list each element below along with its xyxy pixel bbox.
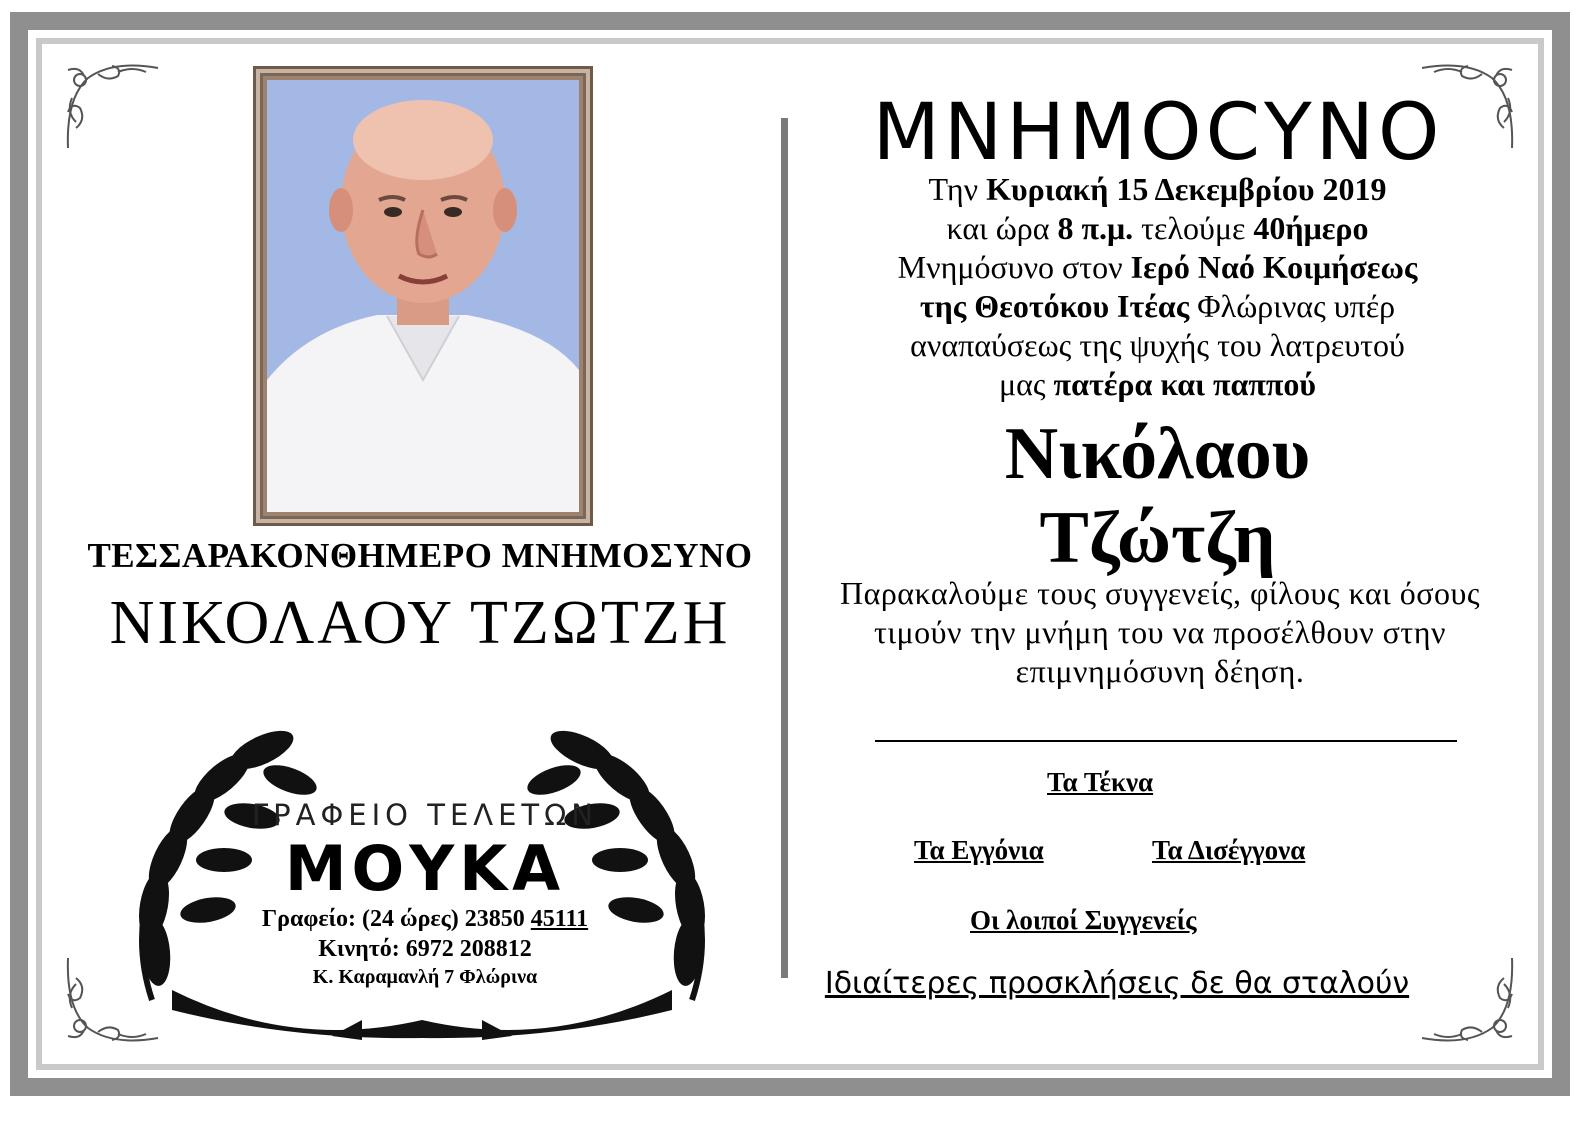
memorial-announcement xyxy=(815,170,1500,404)
memorial-title: ΜΝΗΜΟCΥΝΟ xyxy=(872,88,1444,178)
attendance-request: Παρακαλούμε τους συγγενείς, φίλους και όσους τιμούν την μνήμη του να προσέλθουν στην επιμνημόσυνη δέηση. xyxy=(839,575,1481,689)
separator-line xyxy=(875,740,1457,742)
left-heading: ΤΕΣΣΑΡΑΚΟΝΘΗΜΕΡΟ ΜΝΗΜΟΣΥΝΟ xyxy=(87,536,753,575)
announcement-line-5: αναπαύσεως της ψυχής του λατρευτού xyxy=(910,327,1405,363)
text-span: τελούμε xyxy=(1133,210,1254,246)
text-span: Μνημόσυνο στον xyxy=(897,249,1131,285)
deceased-first-name: Νικόλαου xyxy=(1004,413,1311,495)
text-span: Την xyxy=(928,171,987,207)
church-name-cont: της Θεοτόκου Ιτέας xyxy=(919,288,1190,324)
invitation-note: Ιδιαίτερες προσκλήσεις δε θα σταλούν xyxy=(824,966,1410,1001)
corner-ornament-bottom-right-icon xyxy=(1412,948,1522,1048)
office-address: Κ. Καραμανλή 7 Φλώρινα xyxy=(312,966,538,988)
signature-children: Τα Τέκνα xyxy=(1047,767,1154,797)
funeral-office-block xyxy=(200,798,650,990)
text-span: Φλώρινας υπέρ xyxy=(1189,288,1396,324)
office-name: ΜΟΥΚΑ xyxy=(284,832,566,905)
text-span: και ώρα xyxy=(946,210,1058,246)
office-label: ΓΡΑΦΕΙΟ ΤΕΛΕΤΩΝ xyxy=(252,798,598,832)
office-phone-suffix: 45111 xyxy=(530,906,589,932)
announcement-line-3 xyxy=(815,248,1500,287)
service-time: 8 π.μ. xyxy=(1057,210,1134,246)
announcement-line-1 xyxy=(815,170,1500,209)
vertical-divider xyxy=(781,118,788,978)
office-mobile: Κινητό: 6972 208812 xyxy=(318,936,532,962)
portrait-photo xyxy=(267,80,579,512)
deceased-last-name: Τζώτζη xyxy=(1039,497,1276,579)
church-name: Ιερό Ναό Κοιμήσεως xyxy=(1130,249,1418,285)
deceased-name xyxy=(815,412,1500,580)
announcement-line-2 xyxy=(815,209,1500,248)
announcement-line-6 xyxy=(815,365,1500,404)
signature-great-grandchildren: Τα Δισέγγονα xyxy=(1152,835,1306,865)
service-type: 40ήμερο xyxy=(1253,210,1369,246)
corner-ornament-top-left-icon xyxy=(58,58,168,158)
signature-relatives: Οι λοιποί Συγγενείς xyxy=(970,905,1197,935)
office-phone xyxy=(200,904,650,934)
office-phone-prefix: Γραφείο: (24 ώρες) 23850 xyxy=(261,906,531,932)
relation: πατέρα και παππού xyxy=(1053,366,1317,402)
text-span: μας xyxy=(998,366,1054,402)
service-date: Κυριακή 15 Δεκεμβρίου 2019 xyxy=(986,171,1387,207)
signature-grandchildren: Τα Εγγόνια xyxy=(914,835,1044,865)
portrait-frame xyxy=(253,66,593,526)
deceased-name-caps: ΝΙΚΟΛΑΟΥ ΤΖΩΤΖΗ xyxy=(109,589,731,657)
announcement-line-4 xyxy=(815,287,1500,326)
